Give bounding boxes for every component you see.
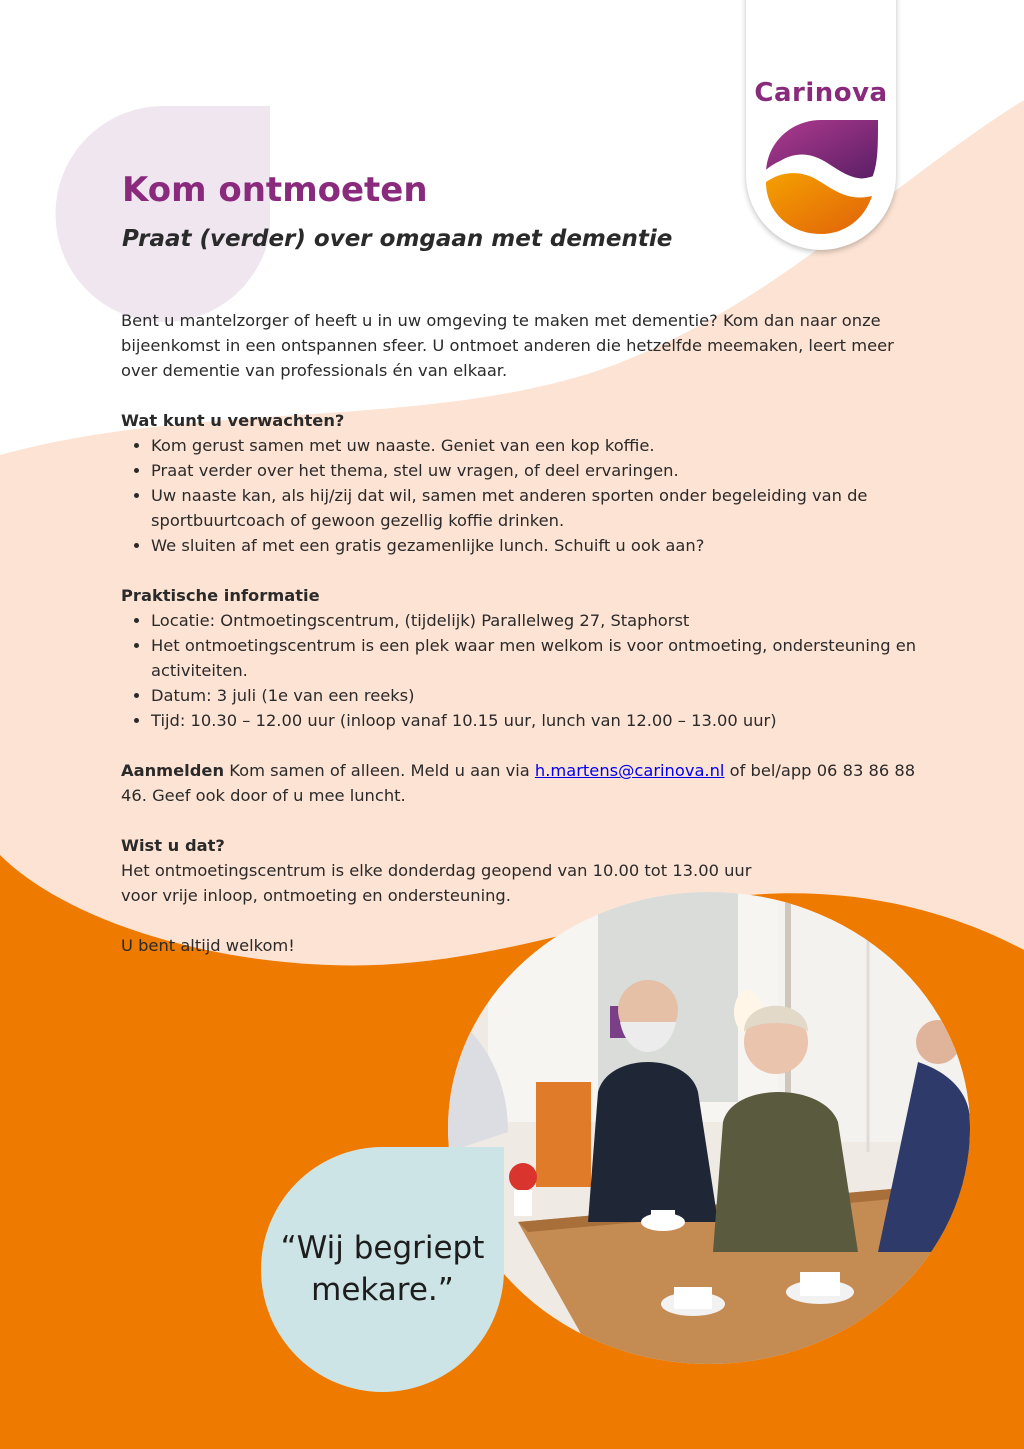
register-paragraph: [121, 758, 921, 808]
page-subtitle: Praat (verder) over omgaan met dementie: [122, 226, 673, 252]
register-text-after: of bel/app 06 83 86 88 46. Geef ook door of u mee luncht.: [121, 761, 916, 805]
page-title: Kom ontmoeten: [122, 170, 428, 210]
list-item: • Praat verder over het thema, stel uw vragen, of deel ervaringen.: [151, 458, 921, 483]
practical-list: [121, 608, 921, 733]
register-label: Aanmelden: [121, 761, 225, 780]
list-item: • Het ontmoetingscentrum is een plek waar men welkom is voor ontmoeting, ondersteuning en activiteiten.: [151, 633, 921, 683]
list-item: • Uw naaste kan, als hij/zij dat wil, samen met anderen sporten onder begeleiding van de sportbuurtcoach of gewoon gezellig koffie drinken.: [151, 483, 921, 533]
closing-text: U bent altijd welkom!: [121, 936, 295, 955]
lilac-blob: [56, 106, 270, 322]
quote-line-1: “Wij begriept: [280, 1230, 485, 1266]
carinova-logo-icon: [760, 116, 882, 238]
didyouknow-line-2: voor vrije inloop, ontmoeting en ondersteuning.: [121, 886, 511, 905]
list-item: • We sluiten af met een gratis gezamenlijke lunch. Schuift u ook aan?: [151, 533, 921, 558]
quote-bubble: [261, 1147, 504, 1392]
quote-text: [261, 1227, 504, 1311]
expect-heading: Wat kunt u verwachten?: [121, 411, 345, 430]
logo-badge: [746, 0, 896, 250]
intro-paragraph: Bent u mantelzorger of heeft u in uw omgeving te maken met dementie? Kom dan naar onze bijeenkomst in een ontspannen sfeer. U ontmoet anderen die hetzelfde meemaken, leert meer over dementie van professionals én van elkaar.: [121, 311, 894, 380]
register-text-before: Kom samen of alleen. Meld u aan via: [224, 761, 535, 780]
list-item: • Tijd: 10.30 – 12.00 uur (inloop vanaf 10.15 uur, lunch van 12.00 – 13.00 uur): [151, 708, 921, 733]
list-item: • Locatie: Ontmoetingscentrum, (tijdelijk) Parallelweg 27, Staphorst: [151, 608, 921, 633]
logo-wordmark: Carinova: [754, 78, 888, 108]
email-link[interactable]: h.martens@carinova.nl: [534, 761, 725, 780]
didyouknow-heading: Wist u dat?: [121, 836, 225, 855]
practical-heading: Praktische informatie: [121, 586, 320, 605]
group-photo: [448, 892, 970, 1364]
list-item: • Kom gerust samen met uw naaste. Geniet van een kop koffie.: [151, 433, 921, 458]
quote-line-2: mekare.”: [311, 1272, 454, 1308]
didyouknow-line-1: Het ontmoetingscentrum is elke donderdag geopend van 10.00 tot 13.00 uur: [121, 861, 752, 880]
expect-list: [121, 433, 921, 558]
main-content: [121, 308, 921, 958]
list-item: • Datum: 3 juli (1e van een reeks): [151, 683, 921, 708]
